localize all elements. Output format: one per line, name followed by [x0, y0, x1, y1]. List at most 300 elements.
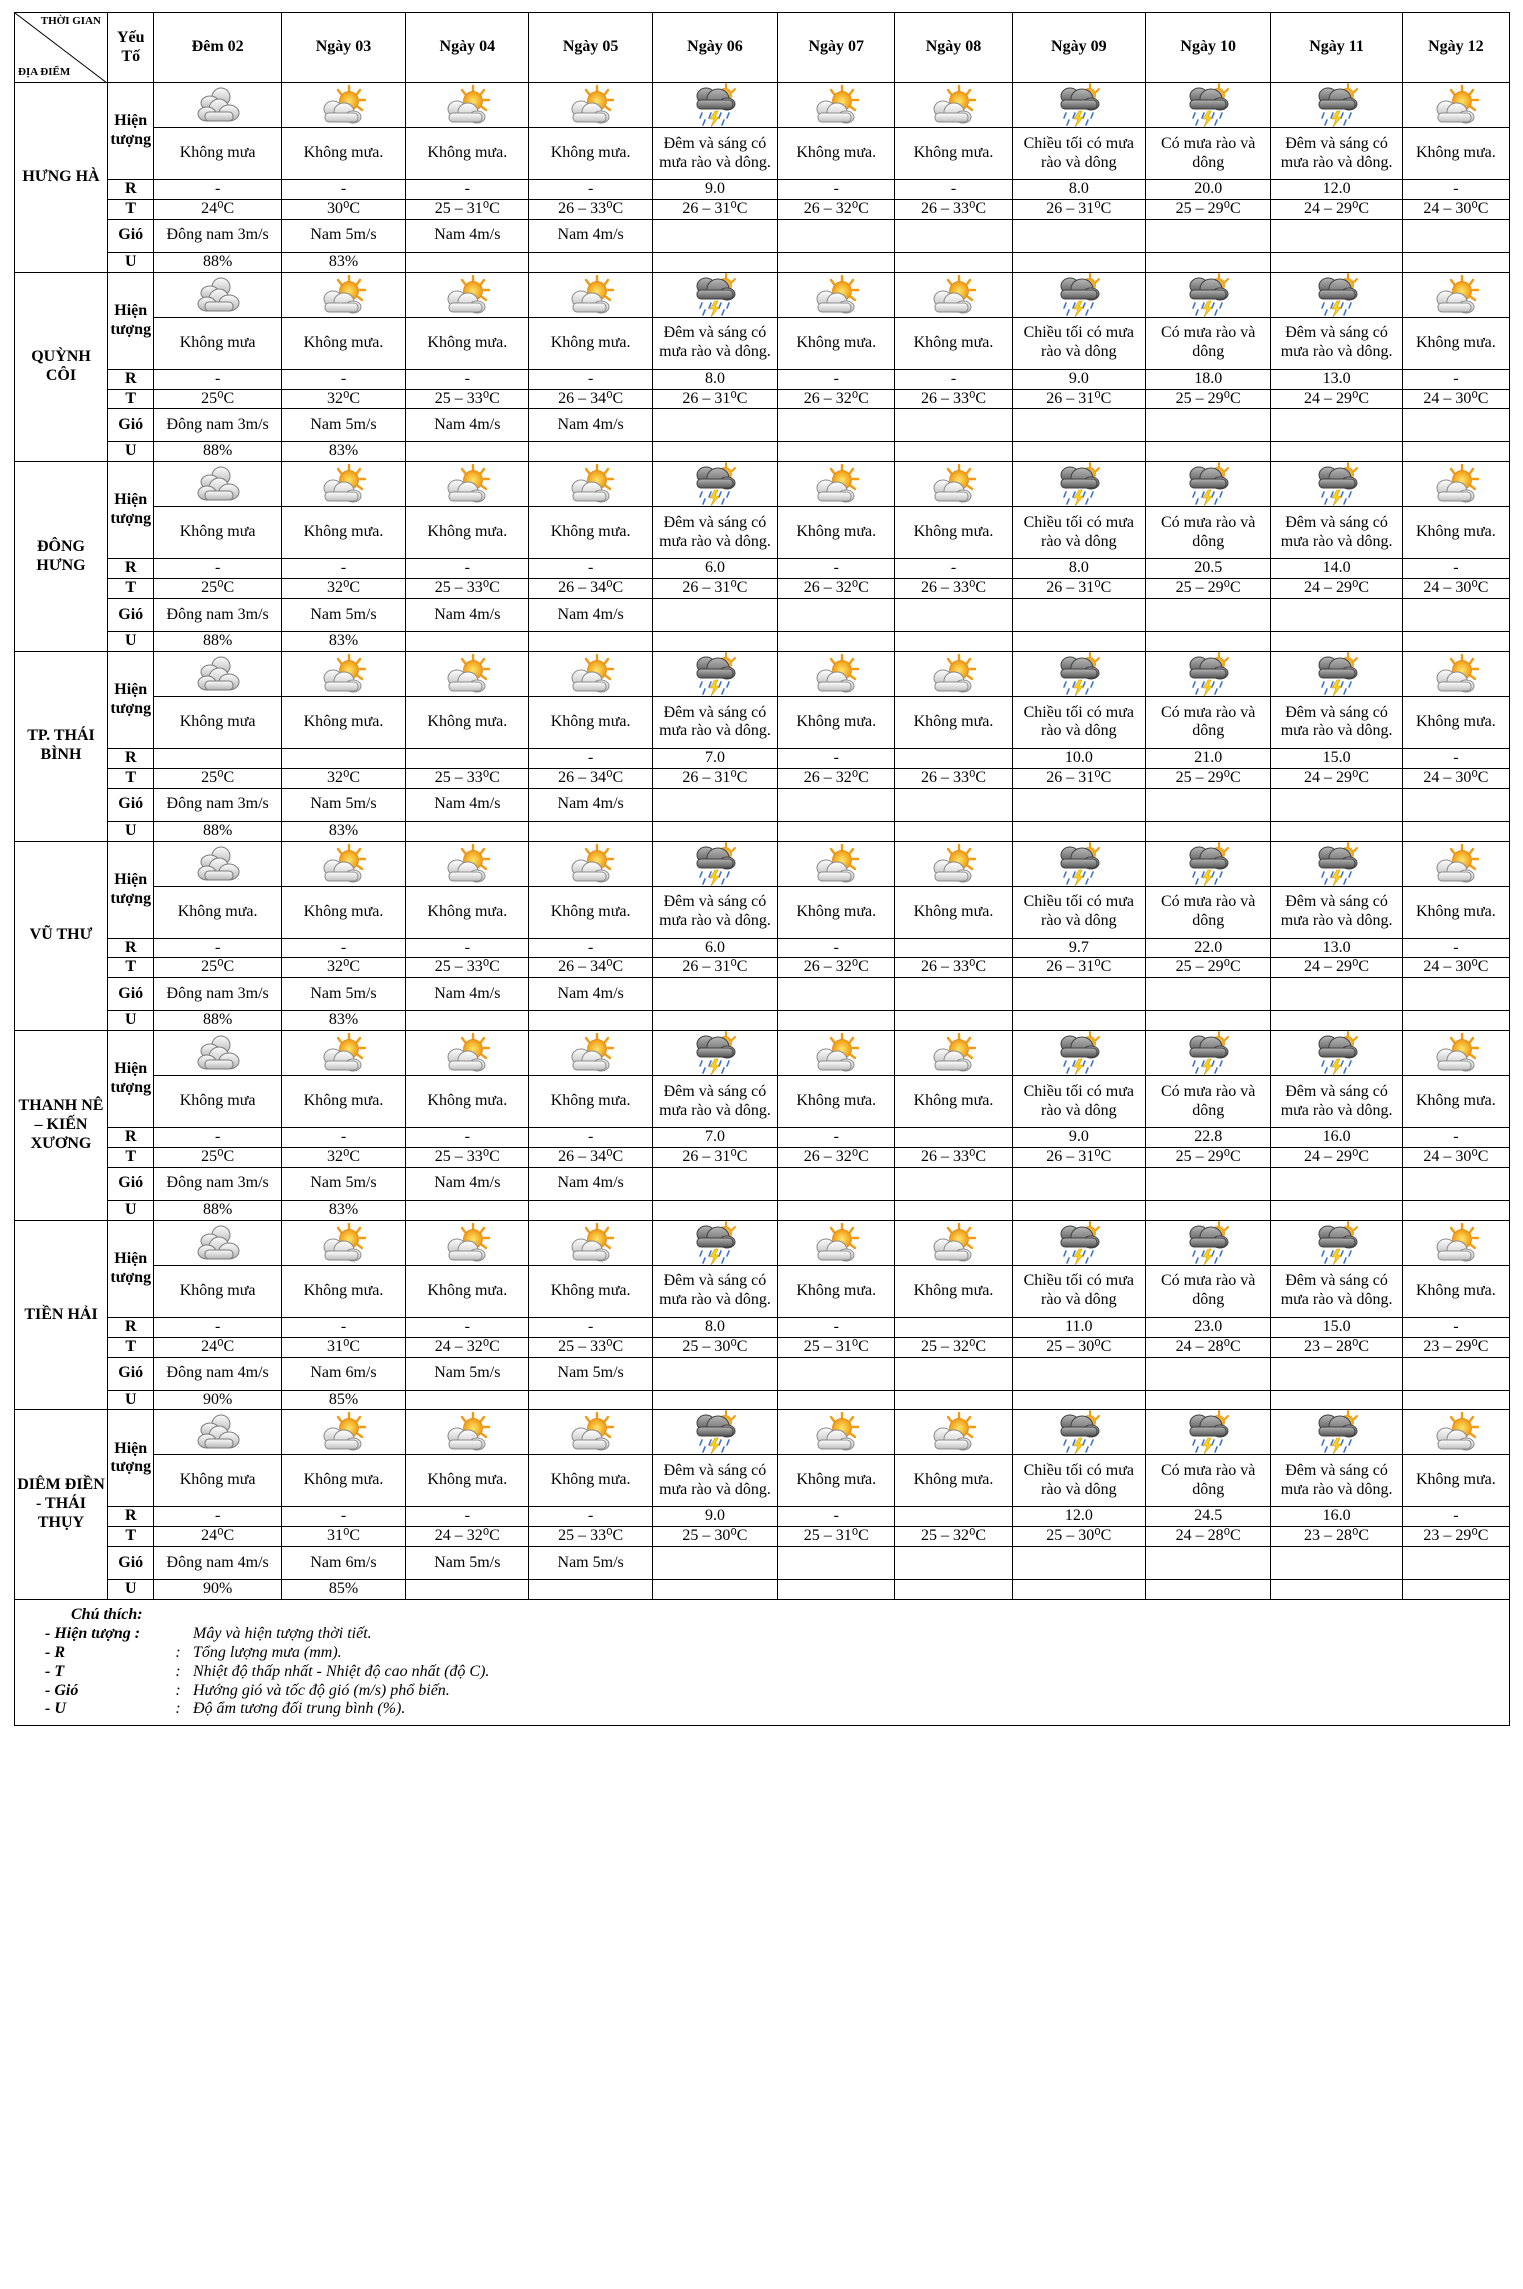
humidity-value [652, 252, 777, 272]
weather-icon-cell [1146, 462, 1271, 507]
humidity-value [529, 1011, 652, 1031]
header-row [15, 13, 1510, 83]
phenomenon-text: Không mưa. [281, 128, 405, 180]
phenomenon-text: Không mưa. [529, 507, 652, 559]
phenomenon-text: Có mưa rào và dông [1146, 128, 1271, 180]
wind-value: Đông nam 3m/s [154, 1167, 281, 1200]
wind-value [652, 1167, 777, 1200]
weather-icon-cell [1271, 841, 1402, 886]
humidity-value [1402, 252, 1509, 272]
humidity-value [1271, 632, 1402, 652]
wind-value: Nam 5m/s [406, 1357, 529, 1390]
temp-value: 25 – 33⁰C [529, 1337, 652, 1357]
temp-value: 26 – 31⁰C [652, 579, 777, 599]
weather-icon-cell [895, 462, 1012, 507]
humidity-value [778, 442, 895, 462]
wind-value [1271, 219, 1402, 252]
humidity-value [529, 821, 652, 841]
partly-sunny-icon [1405, 85, 1507, 125]
rain-value: - [778, 559, 895, 579]
weather-icon-cell [652, 462, 777, 507]
humidity-value: 83% [281, 252, 405, 272]
phenomenon-text: Không mưa [154, 1265, 281, 1317]
weather-icon-cell [895, 1031, 1012, 1076]
rain-value: - [406, 559, 529, 579]
partly-sunny-icon [897, 464, 1009, 504]
rain-value: 20.0 [1146, 180, 1271, 200]
partly-sunny-icon [531, 275, 649, 315]
weather-icon-cell [406, 1031, 529, 1076]
partly-sunny-icon [1405, 844, 1507, 884]
weather-icon-cell [652, 83, 777, 128]
temp-value: 26 – 33⁰C [895, 1148, 1012, 1168]
humidity-value: 88% [154, 1200, 281, 1220]
temp-value: 26 – 31⁰C [1012, 199, 1145, 219]
temp-row [15, 389, 1510, 409]
wind-value: Nam 4m/s [529, 219, 652, 252]
wind-value [895, 599, 1012, 632]
rain-value: - [1402, 748, 1509, 768]
rain-value: - [529, 180, 652, 200]
rain-value: 13.0 [1271, 369, 1402, 389]
phenomenon-text: Không mưa. [1402, 696, 1509, 748]
partly-sunny-icon [284, 85, 403, 125]
rain-value: - [529, 748, 652, 768]
thunderstorm-icon [1148, 1410, 1268, 1454]
wind-value [652, 409, 777, 442]
phenomenon-text: Đêm và sáng có mưa rào và dông. [1271, 1076, 1402, 1128]
wind-row [15, 1547, 1510, 1580]
phenomenon-row [15, 1455, 1510, 1507]
partly-sunny-icon [531, 654, 649, 694]
phenomenon-text: Không mưa. [895, 696, 1012, 748]
wind-value [1012, 1357, 1145, 1390]
temp-value: 25⁰C [154, 1148, 281, 1168]
humidity-value: 88% [154, 632, 281, 652]
humidity-value [1146, 442, 1271, 462]
icon-row [15, 841, 1510, 886]
forecast-table [14, 12, 1510, 1726]
partly-sunny-icon [408, 844, 526, 884]
weather-icon-cell [406, 462, 529, 507]
thunderstorm-icon [1273, 83, 1399, 127]
weather-icon-cell [1271, 651, 1402, 696]
partly-sunny-icon [897, 844, 1009, 884]
temp-value: 26 – 34⁰C [529, 579, 652, 599]
partly-sunny-icon [284, 654, 403, 694]
phenomenon-text: Không mưa. [281, 1455, 405, 1507]
temp-value: 26 – 31⁰C [652, 958, 777, 978]
rain-value: - [406, 369, 529, 389]
weather-icon-cell [406, 651, 529, 696]
humidity-value [895, 1390, 1012, 1410]
humidity-value: 85% [281, 1580, 405, 1600]
temp-value: 26 – 33⁰C [895, 389, 1012, 409]
thunderstorm-icon [1015, 652, 1143, 696]
temp-value: 26 – 33⁰C [895, 958, 1012, 978]
t-label: T [107, 958, 153, 978]
wind-value [652, 978, 777, 1011]
rain-value: - [154, 1128, 281, 1148]
humidity-value [1146, 821, 1271, 841]
partly-sunny-icon [780, 464, 892, 504]
note-text: Độ ẩm tương đối trung bình (%). [193, 1700, 406, 1718]
partly-sunny-icon [780, 654, 892, 694]
humidity-value [1402, 1580, 1509, 1600]
thunderstorm-icon [1015, 462, 1143, 506]
r-label: R [107, 1128, 153, 1148]
temp-value: 24 – 29⁰C [1271, 768, 1402, 788]
humidity-value [529, 1390, 652, 1410]
phenomenon-label: Hiện tượng [107, 272, 153, 369]
partly-sunny-icon [284, 1223, 403, 1263]
thunderstorm-icon [1273, 1221, 1399, 1265]
wind-row [15, 409, 1510, 442]
rain-value: - [529, 369, 652, 389]
weather-icon-cell [154, 841, 281, 886]
weather-icon-cell [1402, 1410, 1509, 1455]
phenomenon-label: Hiện tượng [107, 1220, 153, 1317]
humidity-value [1402, 442, 1509, 462]
temp-value: 32⁰C [281, 389, 405, 409]
rain-value: - [1402, 1507, 1509, 1527]
cloud-icon [156, 1412, 278, 1452]
temp-value: 23 – 28⁰C [1271, 1527, 1402, 1547]
humidity-value: 88% [154, 252, 281, 272]
icon-row [15, 272, 1510, 317]
wind-value: Nam 5m/s [281, 219, 405, 252]
temp-value: 26 – 34⁰C [529, 389, 652, 409]
weather-icon-cell [778, 272, 895, 317]
temp-value: 25 – 31⁰C [778, 1527, 895, 1547]
phenomenon-text: Không mưa. [1402, 886, 1509, 938]
temp-value: 24 – 30⁰C [1402, 768, 1509, 788]
humidity-value [1146, 1011, 1271, 1031]
location-name: QUỲNH CÔI [15, 272, 108, 462]
partly-sunny-icon [780, 85, 892, 125]
rain-value: - [895, 559, 1012, 579]
wind-value: Nam 4m/s [529, 978, 652, 1011]
temp-value: 26 – 32⁰C [778, 1148, 895, 1168]
phenomenon-text: Không mưa. [895, 507, 1012, 559]
humidity-value [1402, 1390, 1509, 1410]
weather-icon-cell [778, 462, 895, 507]
wind-value: Nam 4m/s [529, 599, 652, 632]
cloud-icon [156, 654, 278, 694]
rain-value: - [281, 1507, 405, 1527]
rain-value: 9.0 [1012, 369, 1145, 389]
temp-value: 25 – 29⁰C [1146, 199, 1271, 219]
thunderstorm-icon [1273, 1410, 1399, 1454]
wind-value [652, 599, 777, 632]
weather-icon-cell [652, 272, 777, 317]
humidity-value: 90% [154, 1580, 281, 1600]
weather-icon-cell [529, 83, 652, 128]
rain-value: - [406, 1507, 529, 1527]
weather-icon-cell [281, 1031, 405, 1076]
phenomenon-text: Không mưa. [778, 1455, 895, 1507]
humidity-value [529, 1200, 652, 1220]
phenomenon-text: Đêm và sáng có mưa rào và dông. [652, 886, 777, 938]
humidity-value: 88% [154, 1011, 281, 1031]
day-header: Ngày 03 [281, 13, 405, 83]
r-label: R [107, 1507, 153, 1527]
weather-icon-cell [895, 651, 1012, 696]
wind-value [1012, 978, 1145, 1011]
phenomenon-text: Không mưa. [895, 1455, 1012, 1507]
phenomenon-text: Không mưa [154, 507, 281, 559]
rain-value [895, 748, 1012, 768]
phenomenon-text: Không mưa. [529, 1265, 652, 1317]
phenomenon-text: Không mưa. [895, 1076, 1012, 1128]
phenomenon-text: Đêm và sáng có mưa rào và dông. [1271, 507, 1402, 559]
phenomenon-text: Không mưa. [281, 1076, 405, 1128]
day-header: Ngày 07 [778, 13, 895, 83]
phenomenon-text: Không mưa. [406, 507, 529, 559]
t-label: T [107, 199, 153, 219]
cloud-icon [156, 464, 278, 504]
phenomenon-label: Hiện tượng [107, 462, 153, 559]
temp-row [15, 768, 1510, 788]
phenomenon-text: Không mưa. [778, 317, 895, 369]
partly-sunny-icon [408, 85, 526, 125]
weather-icon-cell [154, 651, 281, 696]
phenomenon-text: Không mưa [154, 128, 281, 180]
forecast-document [14, 12, 1510, 1726]
wind-value [652, 1357, 777, 1390]
icon-row [15, 1031, 1510, 1076]
temp-value: 25 – 30⁰C [652, 1337, 777, 1357]
wind-label: Gió [107, 1547, 153, 1580]
weather-icon-cell [406, 1410, 529, 1455]
humidity-value [1146, 1580, 1271, 1600]
r-label: R [107, 369, 153, 389]
wind-value [778, 409, 895, 442]
wind-row [15, 599, 1510, 632]
temp-value: 32⁰C [281, 768, 405, 788]
humidity-value [895, 442, 1012, 462]
temp-value: 25 – 29⁰C [1146, 579, 1271, 599]
phenomenon-row [15, 317, 1510, 369]
rain-value: - [406, 1317, 529, 1337]
rain-value: - [406, 180, 529, 200]
thunderstorm-icon [1015, 1221, 1143, 1265]
phenomenon-text: Chiều tối có mưa rào và dông [1012, 696, 1145, 748]
weather-icon-cell [652, 1031, 777, 1076]
temp-value: 31⁰C [281, 1527, 405, 1547]
humidity-value [778, 1580, 895, 1600]
partly-sunny-icon [897, 654, 1009, 694]
thunderstorm-icon [1015, 1410, 1143, 1454]
humidity-value [406, 252, 529, 272]
thunderstorm-icon [655, 842, 775, 886]
partly-sunny-icon [780, 1223, 892, 1263]
partly-sunny-icon [284, 275, 403, 315]
temp-value: 24 – 28⁰C [1146, 1337, 1271, 1357]
humidity-value [652, 632, 777, 652]
partly-sunny-icon [408, 654, 526, 694]
rain-value: - [778, 1317, 895, 1337]
weather-icon-cell [1012, 1031, 1145, 1076]
temp-value: 32⁰C [281, 958, 405, 978]
day-header: Ngày 09 [1012, 13, 1145, 83]
wind-value: Đông nam 3m/s [154, 409, 281, 442]
temp-value: 26 – 34⁰C [529, 1148, 652, 1168]
rain-row [15, 180, 1510, 200]
rain-value: - [529, 1507, 652, 1527]
weather-icon-cell [1271, 83, 1402, 128]
humidity-value [1146, 1390, 1271, 1410]
rain-value: - [778, 369, 895, 389]
wind-value: Nam 5m/s [281, 978, 405, 1011]
note-key: - R [45, 1643, 65, 1661]
phenomenon-text: Không mưa. [778, 1265, 895, 1317]
u-label: U [107, 632, 153, 652]
wind-value [652, 788, 777, 821]
note-text: Mây và hiện tượng thời tiết. [193, 1624, 372, 1642]
temp-value: 26 – 31⁰C [1012, 958, 1145, 978]
weather-icon-cell [1402, 651, 1509, 696]
wind-value [1012, 1547, 1145, 1580]
rain-value: 15.0 [1271, 748, 1402, 768]
thunderstorm-icon [1148, 83, 1268, 127]
rain-value: 12.0 [1271, 180, 1402, 200]
partly-sunny-icon [1405, 1412, 1507, 1452]
phenomenon-text: Không mưa. [154, 886, 281, 938]
weather-icon-cell [406, 1220, 529, 1265]
wind-value [1146, 409, 1271, 442]
weather-icon-cell [1012, 272, 1145, 317]
rain-value: 23.0 [1146, 1317, 1271, 1337]
note-item [45, 1663, 1479, 1682]
rain-value: - [281, 938, 405, 958]
temp-value: 25 – 31⁰C [778, 1337, 895, 1357]
rain-value: 12.0 [1012, 1507, 1145, 1527]
humidity-value [652, 1390, 777, 1410]
icon-row [15, 1410, 1510, 1455]
weather-icon-cell [529, 841, 652, 886]
wind-value: Đông nam 4m/s [154, 1547, 281, 1580]
rain-value: 8.0 [652, 369, 777, 389]
temp-row [15, 958, 1510, 978]
rain-row [15, 748, 1510, 768]
rain-value: 8.0 [1012, 559, 1145, 579]
temp-value: 24 – 30⁰C [1402, 579, 1509, 599]
temp-value: 26 – 32⁰C [778, 768, 895, 788]
phenomenon-text: Chiều tối có mưa rào và dông [1012, 1076, 1145, 1128]
partly-sunny-icon [1405, 464, 1507, 504]
rain-value: 16.0 [1271, 1128, 1402, 1148]
wind-value: Nam 4m/s [406, 409, 529, 442]
location-name: DIÊM ĐIỀN - THÁI THỤY [15, 1410, 108, 1600]
wind-value [778, 1357, 895, 1390]
phenomenon-text: Không mưa. [1402, 128, 1509, 180]
humidity-value [895, 1580, 1012, 1600]
temp-value: 25 – 30⁰C [1012, 1337, 1145, 1357]
phenomenon-text: Không mưa. [281, 886, 405, 938]
humidity-row [15, 821, 1510, 841]
day-header: Ngày 11 [1271, 13, 1402, 83]
humidity-value [1271, 1200, 1402, 1220]
thunderstorm-icon [1273, 273, 1399, 317]
weather-icon-cell [1271, 1220, 1402, 1265]
weather-icon-cell [778, 83, 895, 128]
rain-row [15, 1507, 1510, 1527]
temp-value: 26 – 32⁰C [778, 389, 895, 409]
weather-icon-cell [281, 841, 405, 886]
r-label: R [107, 748, 153, 768]
wind-value [1402, 1357, 1509, 1390]
rain-value: 7.0 [652, 748, 777, 768]
phenomenon-text: Không mưa. [778, 1076, 895, 1128]
humidity-row [15, 1580, 1510, 1600]
humidity-row [15, 632, 1510, 652]
temp-value: 25 – 30⁰C [1012, 1527, 1145, 1547]
day-header: Ngày 06 [652, 13, 777, 83]
partly-sunny-icon [284, 1412, 403, 1452]
rain-value: 24.5 [1146, 1507, 1271, 1527]
weather-icon-cell [778, 841, 895, 886]
phenomenon-text: Không mưa [154, 317, 281, 369]
temp-value: 25 – 32⁰C [895, 1337, 1012, 1357]
phenomenon-text: Chiều tối có mưa rào và dông [1012, 317, 1145, 369]
phenomenon-text: Không mưa. [778, 696, 895, 748]
note-colon: : [175, 1643, 181, 1661]
t-label: T [107, 1337, 153, 1357]
thunderstorm-icon [655, 462, 775, 506]
wind-value [1146, 1357, 1271, 1390]
wind-value: Đông nam 3m/s [154, 599, 281, 632]
phenomenon-text: Có mưa rào và dông [1146, 1455, 1271, 1507]
weather-icon-cell [1402, 1031, 1509, 1076]
weather-icon-cell [281, 651, 405, 696]
weather-icon-cell [1402, 462, 1509, 507]
wind-value: Nam 5m/s [529, 1357, 652, 1390]
phenomenon-row [15, 696, 1510, 748]
humidity-value [652, 442, 777, 462]
rain-value: - [529, 559, 652, 579]
phenomenon-text: Không mưa. [406, 696, 529, 748]
partly-sunny-icon [780, 844, 892, 884]
wind-value [1402, 409, 1509, 442]
rain-value [895, 1507, 1012, 1527]
humidity-value [895, 252, 1012, 272]
humidity-value [1402, 821, 1509, 841]
thunderstorm-icon [1148, 842, 1268, 886]
phenomenon-text: Đêm và sáng có mưa rào và dông. [1271, 886, 1402, 938]
rain-value [895, 1317, 1012, 1337]
rain-value: - [406, 1128, 529, 1148]
thunderstorm-icon [1148, 1221, 1268, 1265]
thunderstorm-icon [1273, 1031, 1399, 1075]
temp-value: 26 – 31⁰C [652, 1148, 777, 1168]
wind-value: Nam 6m/s [281, 1547, 405, 1580]
humidity-value [1012, 1390, 1145, 1410]
partly-sunny-icon [408, 1033, 526, 1073]
phenomenon-text: Không mưa [154, 1455, 281, 1507]
temp-row [15, 579, 1510, 599]
cloud-icon [156, 275, 278, 315]
phenomenon-text: Có mưa rào và dông [1146, 317, 1271, 369]
partly-sunny-icon [1405, 1033, 1507, 1073]
weather-icon-cell [529, 462, 652, 507]
humidity-row [15, 252, 1510, 272]
humidity-value [406, 442, 529, 462]
weather-icon-cell [281, 83, 405, 128]
location-name: TIỀN HẢI [15, 1220, 108, 1410]
rain-value: 9.7 [1012, 938, 1145, 958]
temp-value: 25⁰C [154, 768, 281, 788]
